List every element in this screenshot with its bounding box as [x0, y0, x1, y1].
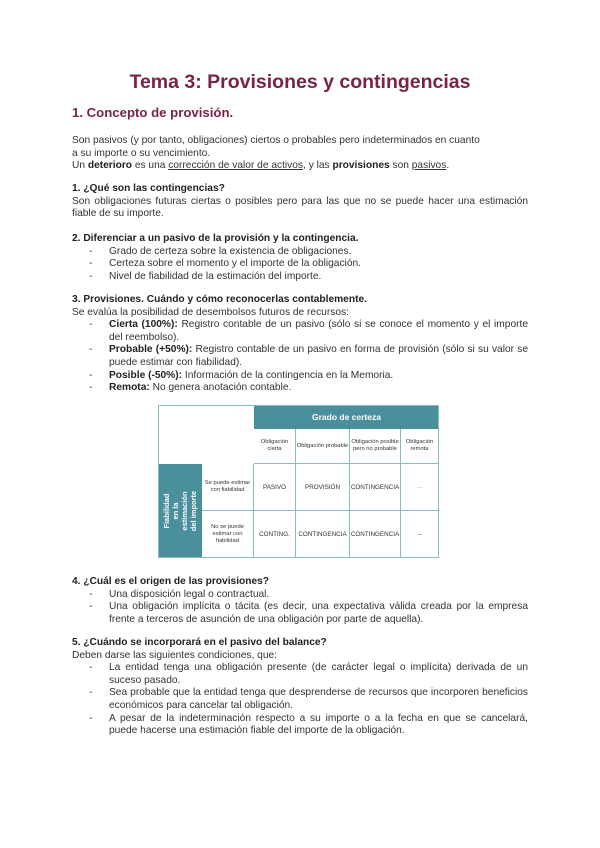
table-cell: --: [401, 511, 439, 558]
item-text: No genera anotación contable.: [149, 382, 292, 394]
intro-text: , y las: [303, 160, 333, 172]
table-cell: CONTINGENCIA: [350, 511, 401, 558]
table-cell: --: [401, 464, 439, 511]
intro-text: es una: [132, 160, 169, 172]
q3-intro: Se evalúa la posibilidad de desembolsos futuros de recursos:: [72, 306, 349, 318]
q3-list: [72, 319, 528, 395]
q4-list: [72, 589, 528, 627]
q5-list: [72, 662, 528, 738]
term-correccion: corrección de valor de activos: [168, 160, 304, 172]
term-pasivos: pasivos: [411, 160, 447, 172]
table-row-axis: [158, 464, 202, 558]
list-item: - La entidad tenga una obligación presente (de carácter legal o implícita) derivada de un suceso pasado.: [72, 662, 528, 687]
table-cell: CONTINGENCIA: [350, 464, 401, 511]
intro-line-2: a su importe o su vencimiento.: [72, 147, 211, 159]
q1-text: Son obligaciones futuras ciertas o posibles pero para las que no se puede hacer una estimación fiable de su importe.: [72, 195, 528, 220]
q3-heading: 3. Provisiones. Cuándo y cómo reconocerlas contablemente.: [72, 294, 367, 305]
q1-heading: 1. ¿Qué son las contingencias?: [72, 183, 225, 194]
table-cell: CONTING.: [254, 511, 296, 558]
table-column-header: Obligación remota: [401, 429, 439, 464]
item-label: Probable (+50%):: [109, 344, 193, 356]
list-item: [72, 382, 528, 395]
table-column-header: Obligación cierta: [254, 429, 296, 464]
q5-block: [72, 637, 528, 738]
item-text: Información de la contingencia en la Memoria.: [182, 369, 394, 381]
intro-line-1: Son pasivos (y por tanto, obligaciones) ciertos o probables pero indeterminados en cuanto: [72, 135, 480, 146]
term-deterioro: deterioro: [87, 160, 133, 172]
list-item: - Nivel de fiabilidad de la estimación del importe.: [72, 271, 528, 284]
item-text: Registro contable de un pasivo en forma de provisión (sólo si su valor se puede estimar con fiabilidad).: [109, 344, 528, 368]
q1-block: [72, 183, 528, 221]
list-item: - Una obligación implícita o tácita (es decir, una expectativa válida creada por la empresa frente a terceros de asunción de una obligación por parte de aquella).: [72, 601, 528, 626]
table-cell: PROVISIÓN: [296, 464, 350, 511]
item-label: Remota:: [109, 382, 150, 394]
list-item: [72, 319, 528, 344]
certainty-table: [158, 405, 439, 558]
table-header-grado: Grado de certeza: [254, 405, 439, 429]
q4-heading: 4. ¿Cuál es el origen de las provisiones?: [72, 576, 270, 587]
table-column-header: Obligación probable: [296, 429, 350, 464]
list-item: [72, 344, 528, 369]
list-item: [72, 370, 528, 383]
list-item: - Sea probable que la entidad tenga que desprenderse de recursos que incorporen beneficios económicos para cancelar tal obligación.: [72, 687, 528, 712]
q3-block: [72, 294, 528, 395]
table-row-header: No se puede estimar con fiabilidad: [202, 511, 254, 558]
q5-heading: 5. ¿Cuándo se incorporará en el pasivo del balance?: [72, 637, 327, 648]
intro-text: son: [389, 160, 412, 172]
table-cell: CONTINGENCIA: [296, 511, 350, 558]
list-item: - A pesar de la indeterminación respecto a su importe o a la fecha en que se cancelará, puede hacerse una estimación fiable del importe de la obligación.: [72, 713, 528, 738]
list-item: - Certeza sobre el momento y el importe de la obligación.: [72, 258, 528, 271]
q2-block: [72, 233, 528, 283]
list-item: - Una disposición legal o contractual.: [72, 589, 528, 602]
intro-text: Un: [72, 160, 88, 172]
section-intro: [72, 135, 528, 173]
list-item: - Grado de certeza sobre la existencia de obligaciones.: [72, 246, 528, 259]
item-label: Posible (-50%):: [109, 369, 183, 381]
term-provisiones: provisiones: [332, 160, 390, 172]
intro-line-3: [72, 160, 528, 173]
section-heading-concepto: 1. Concepto de provisión.: [72, 105, 234, 120]
table-column-header: Obligación posible pero no probable: [350, 429, 401, 464]
item-text: Registro contable de un pasivo (sólo si se conoce el momento y el importe del reembolso).: [109, 319, 528, 343]
q4-block: [72, 576, 528, 626]
q5-intro: Deben darse las siguientes condiciones, que:: [72, 649, 278, 661]
q2-list: [72, 246, 528, 284]
row-axis-label: Fiabilidad en la estimación del importe: [162, 490, 198, 532]
table-cell: PASIVO: [254, 464, 296, 511]
q2-heading: 2. Diferenciar a un pasivo de la provisión y la contingencia.: [72, 233, 359, 244]
item-label: Cierta (100%):: [109, 319, 178, 331]
page-title: Tema 3: Provisiones y contingencias: [129, 71, 471, 93]
intro-text: .: [446, 160, 450, 172]
table-row-header: Se puede estimar con fiabilidad: [202, 464, 254, 511]
